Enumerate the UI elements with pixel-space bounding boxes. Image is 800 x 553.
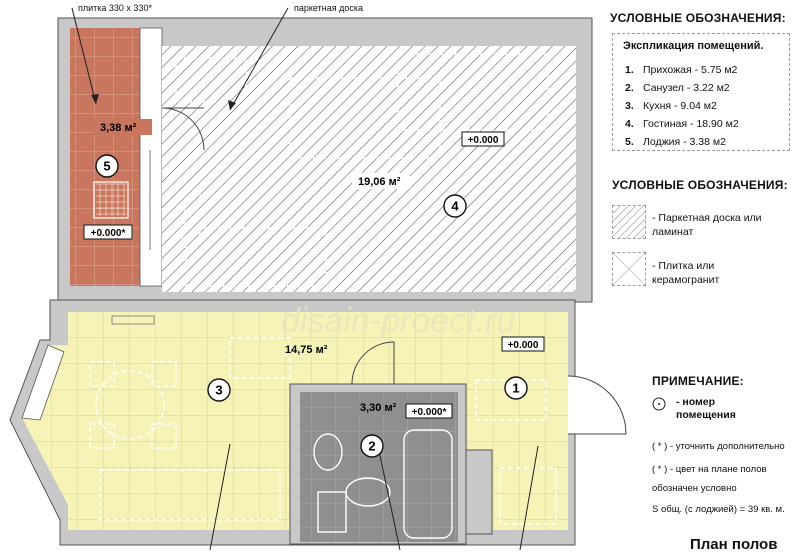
tile-swatch: [612, 252, 646, 286]
room-5-level: +0.000*: [90, 228, 126, 239]
explication-item-text: Санузел - 3.22 м2: [643, 82, 730, 94]
explication-item: [625, 100, 717, 112]
legend-title-top: УСЛОВНЫЕ ОБОЗНАЧЕНИЯ:: [610, 11, 786, 25]
legend-title-symbols: УСЛОВНЫЕ ОБОЗНАЧЕНИЯ:: [612, 178, 788, 192]
explication-item-number: 2.: [625, 82, 634, 94]
explication-item-number: 5.: [625, 136, 634, 148]
room-4-living: [162, 46, 576, 292]
clarify-note: ( * ) - уточнить дополнительно: [652, 441, 785, 452]
explication-item-number: 1.: [625, 64, 634, 76]
room-3-level: +0.000: [507, 340, 539, 351]
parquet-legend-line1: - Паркетная доска или: [652, 212, 762, 224]
tile-legend-line2: керамогранит: [652, 274, 720, 286]
room-number-line2: помещения: [676, 409, 736, 421]
room-number-note: [676, 396, 736, 422]
color-note-line2: обозначен условно: [652, 483, 737, 494]
room-4-area: 19,06 м²: [358, 176, 401, 188]
room-1-number: 1: [512, 380, 520, 396]
parquet-callout: паркетная доска: [294, 3, 363, 13]
explication-item-text: Гостиная - 18.90 м2: [643, 118, 739, 130]
tile-callout: плитка 330 х 330*: [78, 3, 152, 13]
tile-legend-label: [652, 259, 719, 287]
explication-item-text: Лоджия - 3.38 м2: [643, 136, 726, 148]
explication-item: [625, 64, 737, 76]
room-5-area: 3,38 м²: [100, 122, 137, 134]
room-4-level: +0.000: [467, 135, 499, 146]
parquet-legend-line2: ламинат: [652, 226, 694, 238]
room-5-number: 5: [103, 158, 111, 174]
explication-item: [625, 136, 726, 148]
room-2-area: 3,30 м²: [360, 402, 397, 414]
parquet-legend-label: [652, 211, 762, 239]
tile-legend-line1: - Плитка или: [652, 260, 715, 272]
explication-title: Экспликация помещений.: [623, 40, 764, 52]
room-number-symbol: [652, 397, 666, 411]
explication-item: [625, 82, 730, 94]
parquet-swatch: [612, 205, 646, 239]
watermark: disain-proect.ru: [280, 302, 516, 340]
explication-box: [612, 33, 790, 151]
explication-item-text: Прихожая - 5.75 м2: [643, 64, 738, 76]
explication-item: [625, 118, 739, 130]
room-2-level: +0.000*: [411, 407, 447, 418]
notes-title: ПРИМЕЧАНИЕ:: [652, 374, 744, 388]
color-note-line1: ( * ) - цвет на плане полов: [652, 464, 767, 475]
room-2-number: 2: [368, 438, 376, 454]
plan-title: План полов: [690, 536, 778, 553]
room-3-area: 14,75 м²: [285, 344, 328, 356]
room-number-line1: - номер: [676, 396, 716, 408]
explication-item-text: Кухня - 9.04 м2: [643, 100, 717, 112]
room-4-number: 4: [451, 198, 459, 214]
total-area-note: S общ. (с лоджией) = 39 кв. м.: [652, 504, 785, 515]
room-3-number: 3: [215, 382, 223, 398]
explication-item-number: 3.: [625, 100, 634, 112]
explication-item-number: 4.: [625, 118, 634, 130]
